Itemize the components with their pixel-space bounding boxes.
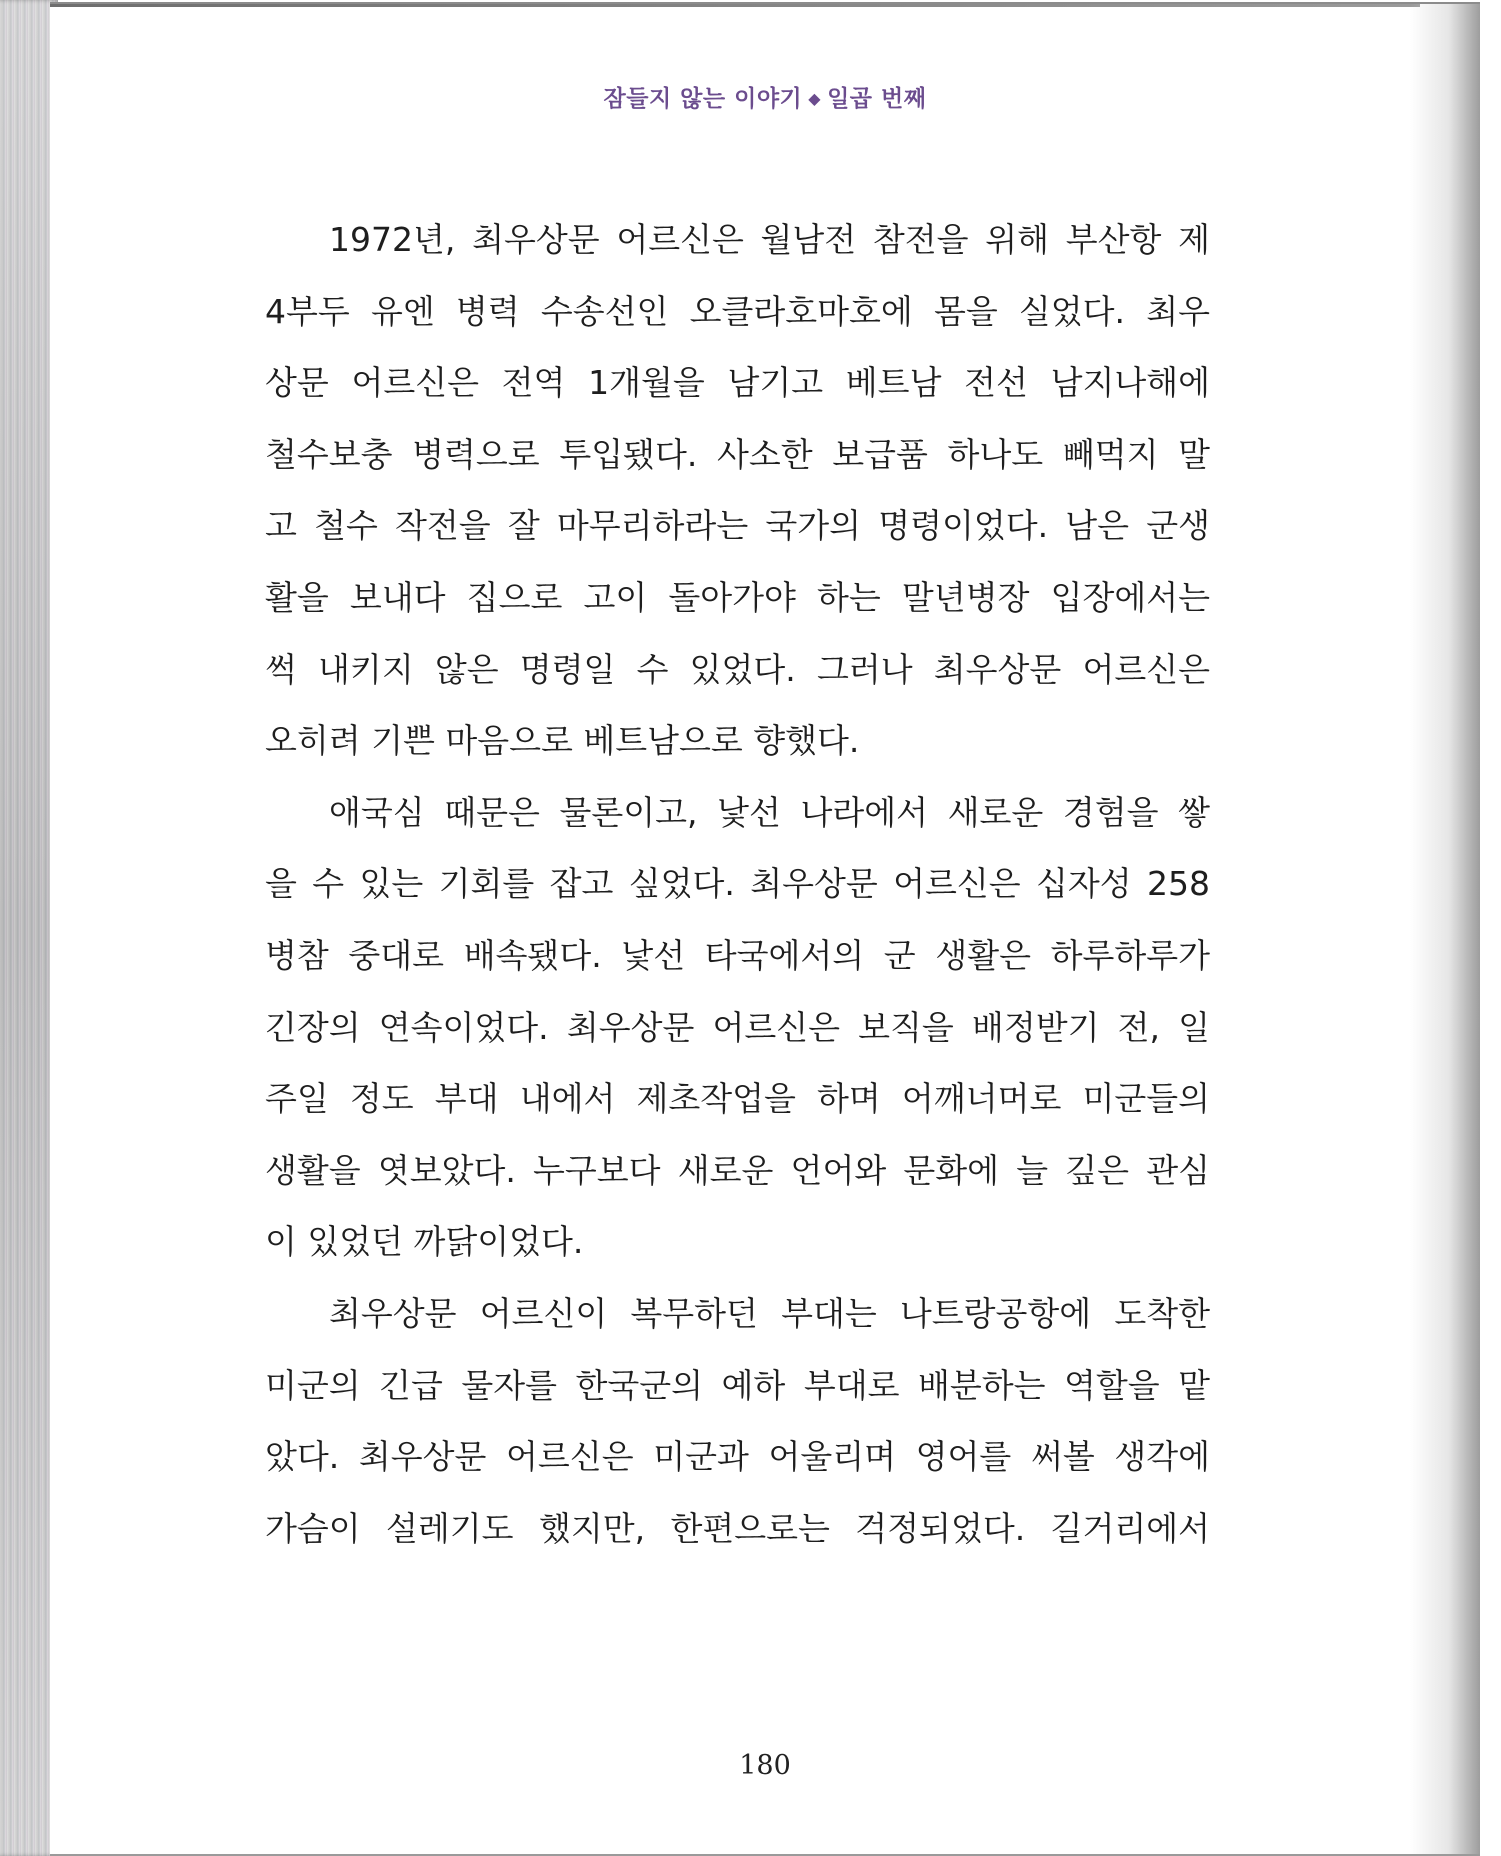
page-curl-shadow: [1410, 4, 1480, 1854]
text-line: 썩 내키지 않은 명령일 수 있었다. 그러나 최우상문 어르신은: [265, 649, 1210, 689]
diamond-icon: ◆: [808, 89, 822, 108]
text-line: 오히려 기쁜 마음으로 베트남으로 향했다.: [265, 721, 860, 761]
text-line: 이 있었던 까닭이었다.: [265, 1222, 584, 1262]
text-line: 상문 어르신은 전역 1개월을 남기고 베트남 전선 남지나해에: [265, 363, 1210, 403]
text-line: 을 수 있는 기회를 잡고 싶었다. 최우상문 어르신은 십자성 258: [265, 864, 1210, 904]
running-head: [50, 80, 1480, 113]
text-line: 가슴이 설레기도 했지만, 한편으로는 걱정되었다. 길거리에서: [265, 1508, 1210, 1548]
book-page: [50, 2, 1480, 1856]
text-line: 주일 정도 부대 내에서 제초작업을 하며 어깨너머로 미군들의: [265, 1079, 1210, 1119]
page-number: 180: [739, 1750, 791, 1781]
text-line: 1972년, 최우상문 어르신은 월남전 참전을 위해 부산항 제: [329, 220, 1210, 259]
text-line: 미군의 긴급 물자를 한국군의 예하 부대로 배분하는 역할을 맡: [265, 1365, 1210, 1405]
text-line: 고 철수 작전을 잘 마무리하라는 국가의 명령이었다. 남은 군생: [265, 506, 1210, 546]
running-head-chapter: 일곱 번째: [827, 85, 927, 112]
text-line: 았다. 최우상문 어르신은 미군과 어울리며 영어를 써볼 생각에: [265, 1437, 1210, 1477]
text-line: 4부두 유엔 병력 수송선인 오클라호마호에 몸을 실었다. 최우: [265, 291, 1210, 331]
text-line: 병참 중대로 배속됐다. 낯선 타국에서의 군 생활은 하루하루가: [265, 935, 1210, 975]
text-line: 생활을 엿보았다. 누구보다 새로운 언어와 문화에 늘 깊은 관심: [265, 1150, 1210, 1190]
text-line: 애국심 때문은 물론이고, 낯선 나라에서 새로운 경험을 쌓: [329, 792, 1210, 832]
text-line: 철수보충 병력으로 투입됐다. 사소한 보급품 하나도 빼먹지 말: [265, 434, 1210, 474]
text-line: 긴장의 연속이었다. 최우상문 어르신은 보직을 배정받기 전, 일: [265, 1007, 1210, 1047]
text-line: 활을 보내다 집으로 고이 돌아가야 하는 말년병장 입장에서는: [265, 577, 1210, 617]
text-line: 최우상문 어르신이 복무하던 부대는 나트랑공항에 도착한: [329, 1293, 1210, 1333]
running-head-book-title: 잠들지 않는 이야기: [603, 85, 803, 112]
body-text: [265, 204, 1210, 1564]
page-top-edge: [50, 4, 1420, 7]
